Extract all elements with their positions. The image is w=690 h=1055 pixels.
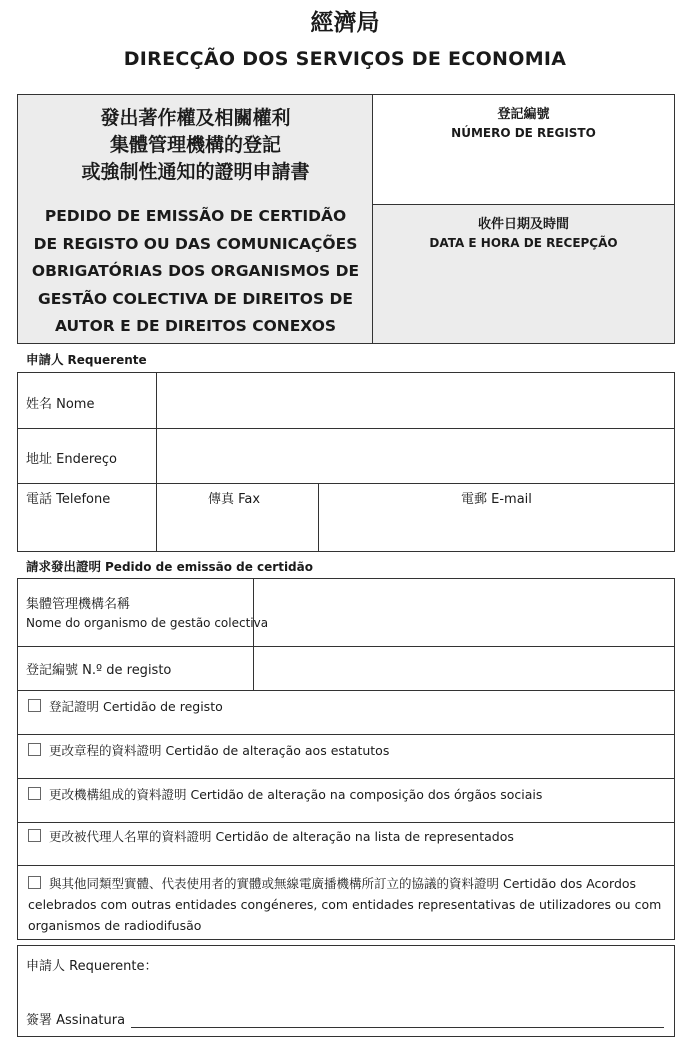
request-section-title-pt: Pedido de emissão de certidão [105,560,313,574]
reg-no-field[interactable] [254,647,674,690]
option-label: 更改被代理人名單的資料證明 Certidão de alteração na lista de representados [49,829,514,844]
applicant-signature-label: 申請人 Requerente： [26,959,158,974]
signature-line[interactable] [131,1015,664,1028]
option-label: 與其他同類型實體、代表使用者的實體或無線電廣播機構所訂立的協議的資料證明 Certidão dos Acordos celebrados com outras entidades congéneres, com entidades representativas de utilizadores ou com organismos de radiodifusão [28,876,662,933]
option-registration-certificate[interactable] [28,697,223,715]
email-label: 電郵 E-mail [461,492,532,507]
checkbox[interactable] [28,743,41,756]
option-statutes-change[interactable] [28,741,389,759]
org-name-label-zh: 集體管理機構名稱 [26,597,131,612]
fax-label: 傳真 Fax [208,492,261,507]
form-title-zh: 發出著作權及相關權利 集體管理機構的登記 或強制性通知的證明申請書 [81,107,310,183]
signature-box [17,945,675,1037]
applicant-table [17,372,675,552]
phone-field[interactable] [18,484,156,551]
applicant-section-title [26,350,147,368]
registration-number-label-pt: NÚMERO DE REGISTO [451,126,596,140]
reg-no-label: 登記編號 N.º de registo [26,663,172,678]
request-section-title [26,557,313,575]
option-bodies-composition-change[interactable] [28,785,542,803]
request-table [17,578,675,940]
registration-number-label-zh: 登記編號 [497,107,550,122]
reception-datetime-label-pt: DATA E HORA DE RECEPÇÃO [429,236,618,250]
request-section-title-zh: 請求發出證明 [26,559,102,574]
option-label: 更改機構組成的資料證明 Certidão de alteração na composição dos órgãos sociais [49,787,543,802]
name-field[interactable] [157,373,674,428]
reception-datetime-label-zh: 收件日期及時間 [477,217,569,232]
signature-row [26,1009,664,1028]
agency-name-pt: DIRECÇÃO DOS SERVIÇOS DE ECONOMIA [123,48,567,70]
form-header-box [17,94,675,344]
org-name-label-pt: Nome do organismo de gestão colectiva [26,616,269,630]
fax-field[interactable] [157,484,318,551]
agency-name-zh: 經濟局 [310,10,380,36]
checkbox[interactable] [28,829,41,842]
name-label: 姓名 Nome [26,397,95,412]
checkbox[interactable] [28,787,41,800]
option-label: 登記證明 Certidão de registo [49,699,223,714]
checkbox[interactable] [28,876,41,889]
email-field[interactable] [319,484,674,551]
option-label: 更改章程的資料證明 Certidão de alteração aos estatutos [49,743,390,758]
option-represented-list-change[interactable] [28,827,514,845]
option-agreements[interactable] [28,873,664,936]
address-label: 地址 Endereço [26,452,117,467]
org-name-field[interactable] [254,579,674,646]
phone-label: 電話 Telefone [26,492,111,507]
form-title-panel [18,95,373,343]
signature-label: 簽署 Assinatura [26,1013,126,1028]
org-name-label [26,595,268,633]
applicant-section-title-zh: 申請人 [26,352,64,367]
checkbox[interactable] [28,699,41,712]
reception-datetime-box [373,205,674,343]
registration-number-box [373,95,674,205]
form-title-pt: PEDIDO DE EMISSÃO DE CERTIDÃO DE REGISTO OU DAS COMUNICAÇÕES OBRIGATÓRIAS DOS ORGANISMOS DE GESTÃO COLECTIVA DE DIREITOS DE AUTOR E DE DIREITOS CONEXOS [31,207,360,335]
address-field[interactable] [157,429,674,483]
applicant-section-title-pt: Requerente [67,353,147,367]
